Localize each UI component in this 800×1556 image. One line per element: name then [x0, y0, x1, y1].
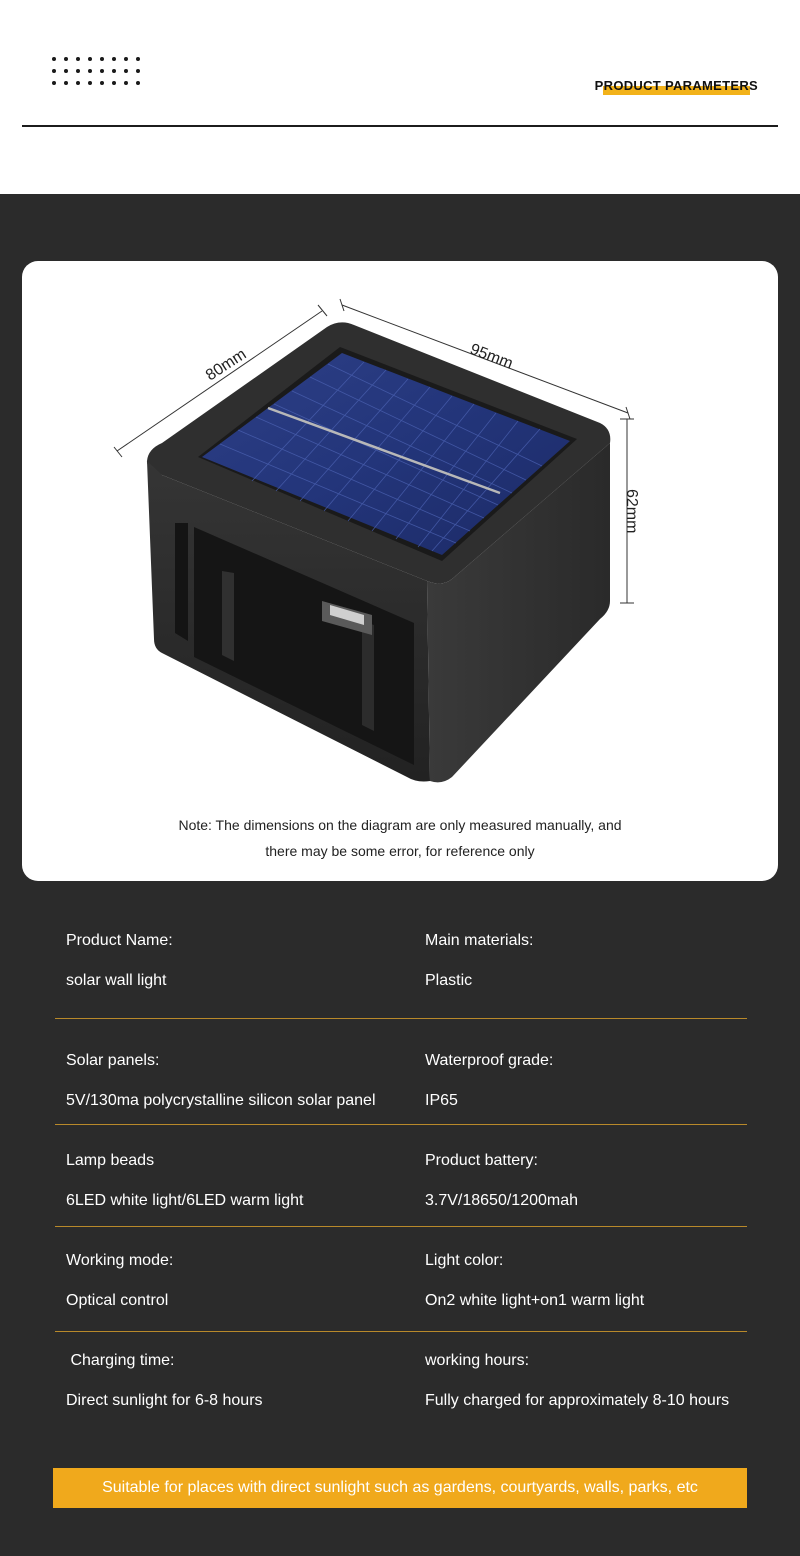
spec-label: Main materials: — [425, 932, 534, 949]
dot — [136, 69, 140, 73]
dot — [112, 81, 116, 85]
height-dimension-label: 62mm — [623, 489, 640, 534]
spec-divider — [55, 1124, 747, 1125]
dot — [124, 57, 128, 61]
product-dimension-diagram — [22, 261, 778, 881]
spec-value: 5V/130ma polycrystalline silicon solar panel — [66, 1092, 376, 1109]
spec-label: Product Name: — [66, 932, 173, 949]
header-divider — [22, 125, 778, 127]
usage-banner-text: Suitable for places with direct sunlight such as gardens, courtyards, walls, parks, etc — [102, 1479, 698, 1496]
dot — [88, 81, 92, 85]
width-dimension-label: 95mm — [467, 340, 516, 373]
header-title-wrap — [595, 78, 758, 98]
dot — [124, 81, 128, 85]
dimension-diagram-card — [22, 261, 778, 881]
dot — [88, 69, 92, 73]
page-title: PRODUCT PARAMETERS — [594, 78, 758, 93]
dot — [100, 57, 104, 61]
dot — [112, 57, 116, 61]
spec-divider — [55, 1018, 747, 1019]
dot — [100, 69, 104, 73]
dot — [64, 57, 68, 61]
spec-value: 6LED white light/6LED warm light — [66, 1192, 304, 1209]
spec-value: On2 white light+on1 warm light — [425, 1292, 645, 1309]
usage-banner — [53, 1468, 747, 1508]
dot — [76, 69, 80, 73]
dot — [124, 69, 128, 73]
spec-label: Lamp beads — [66, 1152, 155, 1169]
dot — [112, 69, 116, 73]
dot-grid-decoration — [52, 57, 142, 91]
dot — [52, 81, 56, 85]
spec-value: Plastic — [425, 972, 473, 989]
spec-divider — [55, 1331, 747, 1332]
header — [0, 0, 800, 194]
spec-label: Light color: — [425, 1252, 504, 1269]
dot — [52, 69, 56, 73]
spec-label: Solar panels: — [66, 1052, 160, 1069]
spec-value: Optical control — [66, 1292, 169, 1309]
dot — [136, 57, 140, 61]
spec-divider — [55, 1226, 747, 1227]
solar-light-body — [147, 322, 610, 782]
spec-label: working hours: — [425, 1352, 530, 1369]
spec-value: 3.7V/18650/1200mah — [425, 1192, 579, 1209]
spec-value: Fully charged for approximately 8-10 hours — [425, 1392, 730, 1409]
note-line-1: Note: The dimensions on the diagram are only measured manually, and — [178, 817, 622, 833]
dot — [136, 81, 140, 85]
note-line-2: there may be some error, for reference only — [265, 843, 535, 859]
depth-dimension-label: 80mm — [202, 345, 250, 385]
spec-value: solar wall light — [66, 972, 167, 989]
dot — [100, 81, 104, 85]
dot — [76, 81, 80, 85]
spec-value: IP65 — [425, 1092, 458, 1109]
dot — [76, 57, 80, 61]
dot — [64, 69, 68, 73]
dot — [88, 57, 92, 61]
spec-value: Direct sunlight for 6-8 hours — [66, 1392, 263, 1409]
dot — [52, 57, 56, 61]
spec-label: Charging time: — [66, 1352, 175, 1369]
dot — [64, 81, 68, 85]
spec-label: Waterproof grade: — [425, 1052, 554, 1069]
spec-label: Product battery: — [425, 1152, 538, 1169]
spec-label: Working mode: — [66, 1252, 174, 1269]
